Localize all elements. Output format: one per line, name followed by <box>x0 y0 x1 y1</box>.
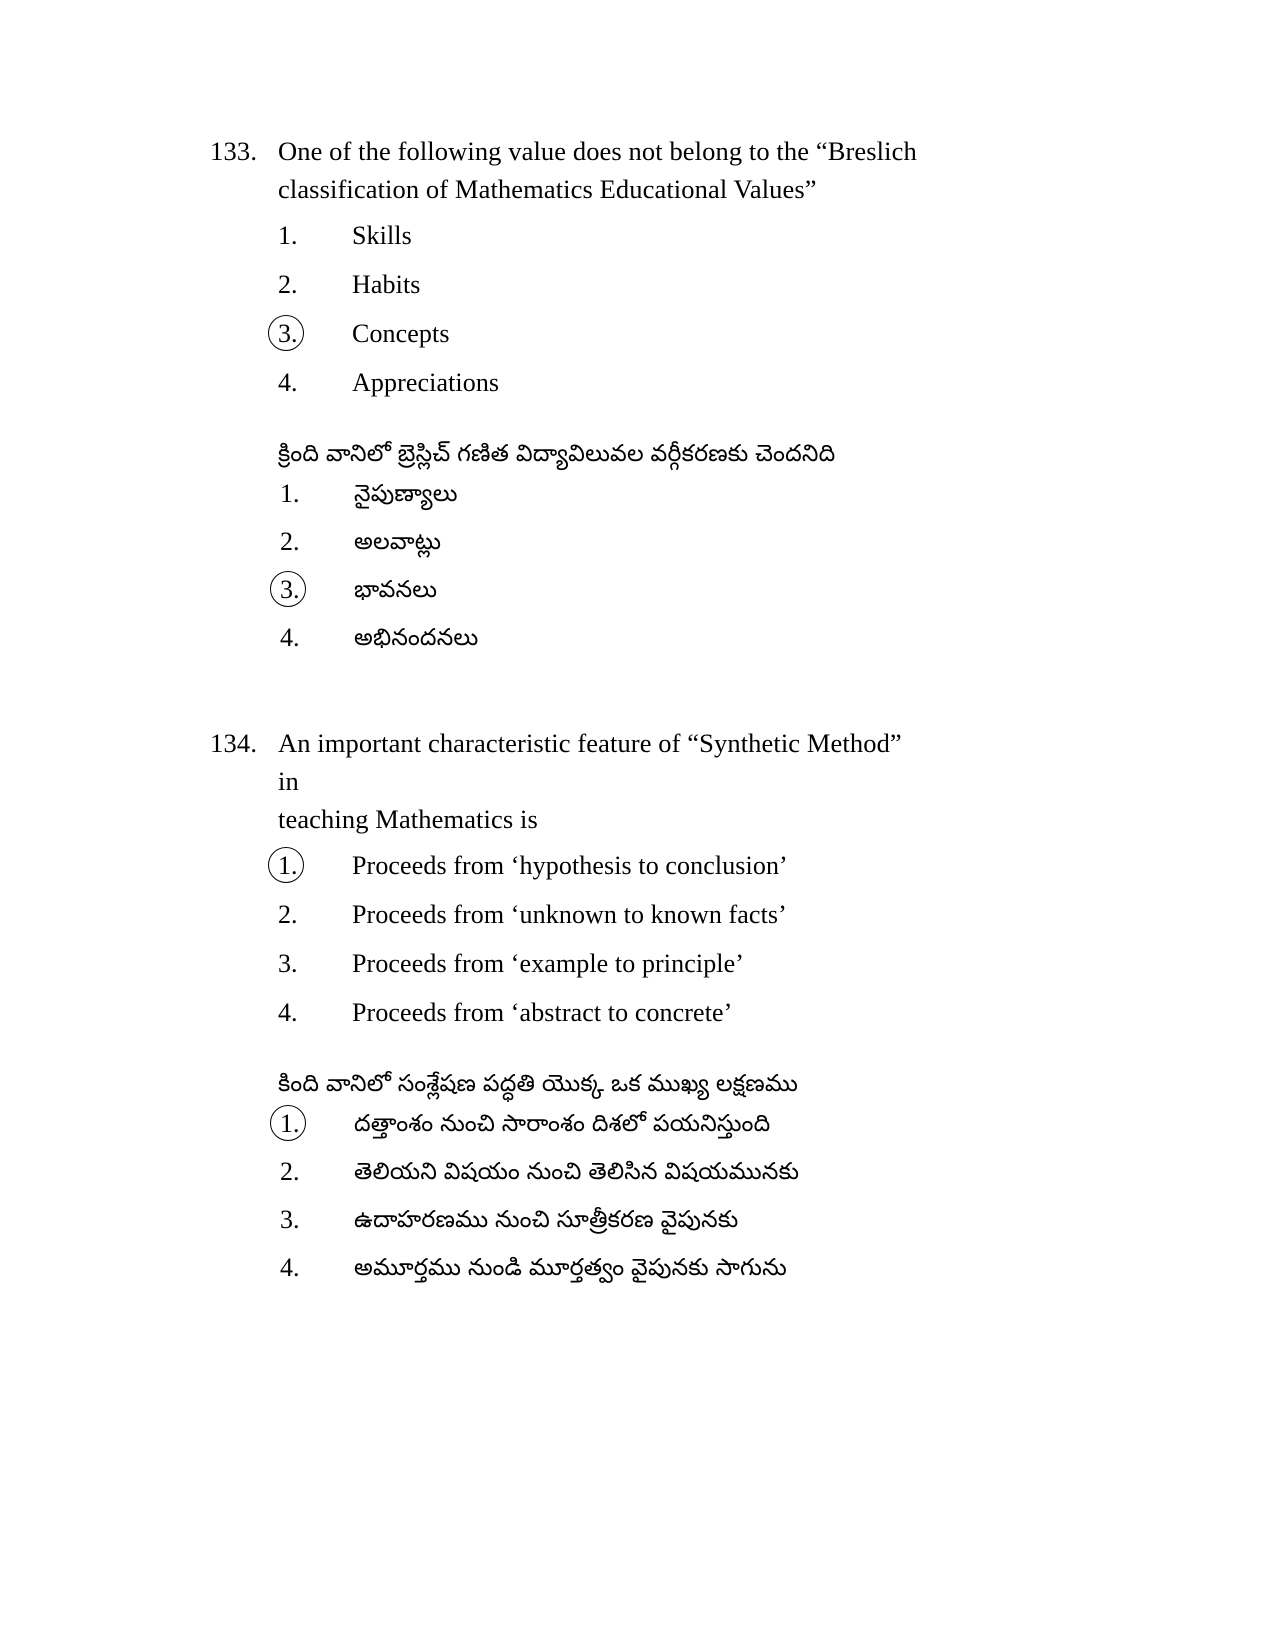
option-row-selected[interactable] <box>0 848 1275 897</box>
options-telugu <box>0 476 1275 668</box>
option-row[interactable] <box>0 1202 1275 1250</box>
option-row-selected[interactable] <box>0 1106 1275 1154</box>
question-stem <box>278 132 918 208</box>
option-number[interactable] <box>278 897 352 933</box>
question-header <box>0 724 1275 838</box>
question-stem <box>278 724 918 838</box>
option-number[interactable] <box>278 365 352 401</box>
option-number-label: 2. <box>278 270 298 299</box>
option-number[interactable] <box>278 218 352 254</box>
option-number-label: 2. <box>280 527 300 556</box>
question-block-133 <box>0 132 1275 668</box>
option-number-circled[interactable] <box>278 848 352 884</box>
options-telugu <box>0 1106 1275 1298</box>
option-label: Proceeds from ‘hypothesis to conclusion’ <box>352 851 788 880</box>
question-stem-line-1: An important characteristic feature of “Synthetic Method” in <box>278 728 902 796</box>
option-row-selected[interactable] <box>0 572 1275 620</box>
option-number[interactable] <box>278 995 352 1031</box>
option-number-label: 3. <box>278 319 298 348</box>
option-label: Habits <box>352 270 421 299</box>
option-row[interactable] <box>0 620 1275 668</box>
option-label: అభినందనలు <box>354 624 479 650</box>
option-number-circled[interactable] <box>280 1106 354 1142</box>
option-row[interactable] <box>0 524 1275 572</box>
option-number[interactable] <box>280 476 354 512</box>
option-label: ఉదాహరణము నుంచి సూత్రీకరణ వైపునకు <box>354 1206 739 1232</box>
option-number-label: 3. <box>280 1205 300 1234</box>
option-row-selected[interactable] <box>0 316 1275 365</box>
option-number-label: 1. <box>278 221 298 250</box>
question-block-134 <box>0 724 1275 1298</box>
question-stem-line-1: One of the following value does not belong to the “Breslich <box>278 136 917 166</box>
option-number-label: 1. <box>278 851 298 880</box>
option-label: Concepts <box>352 319 450 348</box>
option-number-circled[interactable] <box>280 572 354 608</box>
option-number[interactable] <box>278 946 352 982</box>
question-stem-telugu: క్రింది వానిలో బ్రెస్లిచ్ గణిత విద్యావిలువల వర్గీకరణకు చెందనిది <box>278 440 836 466</box>
question-number: 134. <box>210 728 258 758</box>
option-row[interactable] <box>0 1250 1275 1298</box>
option-number-label: 4. <box>280 1253 300 1282</box>
options-english <box>0 848 1275 1044</box>
options-english <box>0 218 1275 414</box>
question-number: 133. <box>210 136 258 166</box>
option-label: దత్తాంశం నుంచి సారాంశం దిశలో పయనిస్తుంది <box>354 1110 771 1136</box>
option-number-circled[interactable] <box>278 316 352 352</box>
option-row[interactable] <box>0 218 1275 267</box>
option-row[interactable] <box>0 365 1275 414</box>
option-number[interactable] <box>280 1154 354 1190</box>
option-number[interactable] <box>280 1250 354 1286</box>
option-number-label: 4. <box>278 368 298 397</box>
question-header <box>0 132 1275 208</box>
option-label: Proceeds from ‘abstract to concrete’ <box>352 998 733 1027</box>
option-row[interactable] <box>0 946 1275 995</box>
option-number[interactable] <box>280 620 354 656</box>
option-row[interactable] <box>0 995 1275 1044</box>
option-number[interactable] <box>280 524 354 560</box>
option-label: అలవాట్లు <box>354 528 442 554</box>
option-label: Appreciations <box>352 368 500 397</box>
option-label: తెలియని విషయం నుంచి తెలిసిన విషయమునకు <box>354 1158 800 1184</box>
option-number-label: 1. <box>280 1109 300 1138</box>
question-stem-line-2: classification of Mathematics Educational Values” <box>278 174 817 204</box>
option-number-label: 4. <box>280 623 300 652</box>
question-stem-line-2: teaching Mathematics is <box>278 804 538 834</box>
option-number-label: 3. <box>280 575 300 604</box>
option-label: అమూర్తము నుండి మూర్తత్వం వైపునకు సాగును <box>354 1254 787 1280</box>
option-row[interactable] <box>0 267 1275 316</box>
option-label: Skills <box>352 221 412 250</box>
option-number-label: 4. <box>278 998 298 1027</box>
option-row[interactable] <box>0 1154 1275 1202</box>
option-row[interactable] <box>0 897 1275 946</box>
option-row[interactable] <box>0 476 1275 524</box>
option-label: భావనలు <box>354 576 438 602</box>
option-label: Proceeds from ‘unknown to known facts’ <box>352 900 787 929</box>
option-number-label: 2. <box>280 1157 300 1186</box>
option-label: Proceeds from ‘example to principle’ <box>352 949 745 978</box>
question-stem-telugu: కింది వానిలో సంశ్లేషణ పద్ధతి యొక్క ఒక ముఖ్య లక్షణము <box>278 1070 799 1096</box>
option-number-label: 1. <box>280 479 300 508</box>
option-number-label: 2. <box>278 900 298 929</box>
option-label: నైపుణ్యాలు <box>354 480 458 506</box>
option-number-label: 3. <box>278 949 298 978</box>
option-number[interactable] <box>278 267 352 303</box>
option-number[interactable] <box>280 1202 354 1238</box>
